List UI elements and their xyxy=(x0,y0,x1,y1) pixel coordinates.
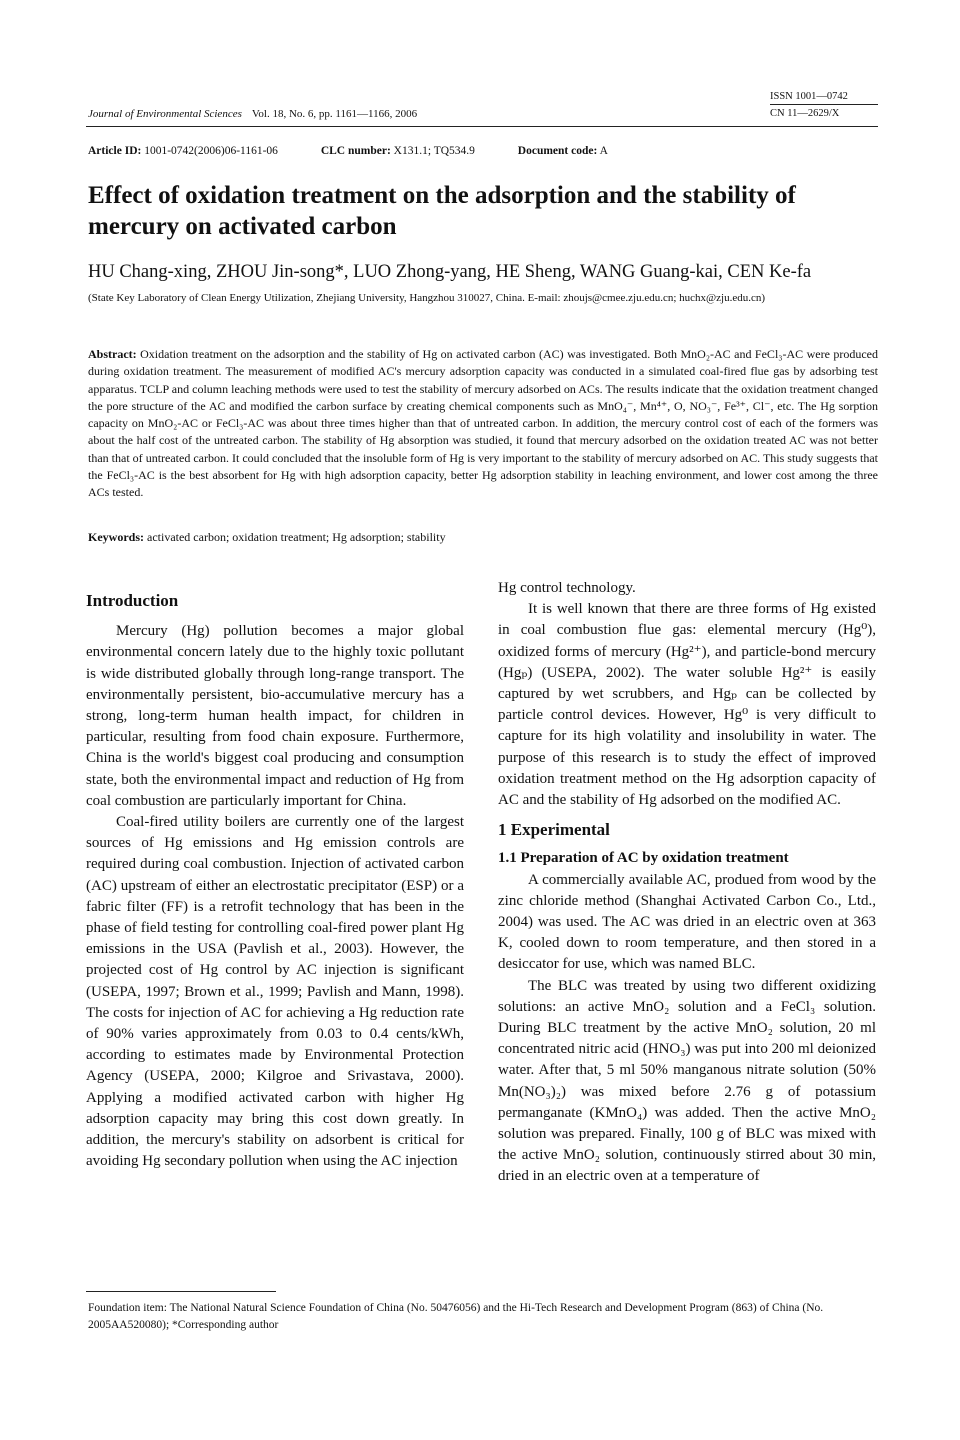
abstract xyxy=(88,346,878,502)
doc-code: A xyxy=(599,145,608,157)
left-column xyxy=(86,588,464,1172)
experimental-paragraph-1: A commercially available AC, produed from wood by the zinc chloride method (Shanghai Activated Carbon Co., Ltd., 2004) was used. The AC was dried in an electric oven at 363 K, cooled down to room temperature, and then stored in a desiccator for use, which was named BLC. xyxy=(498,871,876,973)
intro-paragraph-1: Mercury (Hg) pollution becomes a major global environmental concern lately due to the highly toxic pollutant is wide distributed globally through long-range transport. The environmentally persistent, bio-accumulative mercury has a strong, long-term human health impact, for children in particular, resulting from food chain exposure. Furthermore, China is the world's biggest coal producing and consumption state, both the environmental impact and reduction of Hg from coal combustion are particularly important for China. xyxy=(86,623,464,809)
intro-paragraph-2: Coal-fired utility boilers are currently one of the largest sources of Hg emissions and Hg emission controls are required during coal combustion. Injection of activated carbon (AC) upstream of either an electrostatic precipitator (ESP) or a fabric filter (FF) is a retrofit technology that has been in the phase of field testing for controlling coal-fired power plant Hg emissions in the USA (Pavlish et al., 2003). However, the projected cost of Hg control by AC injection is significant (USEPA, 1997; Brown et al., 1999; Pavlish and Mann, 1998). The costs for injection of AC for achieving a Hg reduction rate of 90% varies approximately from 0.03 to 0.4 cents/kWh, according to estimates made by Environmental Protection Agency (USEPA, 2000; Kilgroe and Srivastava, 2000). Applying a modified activated carbon with higher Hg adsorption capacity may bring this cost down greatly. In addition, the mercury's stability on adsorbent is critical for avoiding Hg secondary pollution when using the AC injection xyxy=(86,814,464,1170)
clc-number: X131.1; TQ534.9 xyxy=(393,145,475,157)
keywords xyxy=(88,530,878,545)
right-column xyxy=(498,578,876,1188)
intro-paragraph-3: It is well known that there are three forms of Hg existed in coal combustion flue gas: elemental mercury (Hg⁰), oxidized forms of mercury (Hg²⁺), and particle-bond mercury (Hgₚ) (USEPA, 2002). The water soluble Hg²⁺ is easily captured by wet scrubbers, and Hgₚ can be collected by particle control devices. However, Hg⁰ is very difficult to capture for its high volatility and insolubility in water. The purpose of this research is to study the effect of improved oxidation treatment method on the Hg adsorption capacity of AC and the stability of Hg adsorbed on the modified AC. xyxy=(498,601,876,809)
keywords-label: Keywords: xyxy=(88,530,144,544)
header-divider xyxy=(86,126,878,127)
footnote: Foundation item: The National Natural Science Foundation of China (No. 50476056) and the Hi-Tech Research and Development Program (863) of China (No. 2005AA520080); *Corresponding author xyxy=(88,1302,824,1331)
journal-header xyxy=(88,108,417,120)
journal-name: Journal of Environmental Sciences xyxy=(88,108,242,120)
keywords-text: activated carbon; oxidation treatment; Hg adsorption; stability xyxy=(147,530,446,544)
paper-title: Effect of oxidation treatment on the adsorption and the stability of mercury on activated carbon xyxy=(88,182,796,240)
article-id-label: Article ID: xyxy=(88,145,142,157)
author-list: HU Chang-xing, ZHOU Jin-song*, LUO Zhong-yang, HE Sheng, WANG Guang-kai, CEN Ke-fa xyxy=(88,262,812,282)
abstract-text: Oxidation treatment on the adsorption and the stability of Hg on activated carbon (AC) was investigated. Both MnO₂-AC and FeCl₃-AC were produced during oxidation treatment. The measurement of modified AC's mercury adsorption capacity was conducted in a simulated coal-fired flue gas by adsorbing test apparatus. TCLP and column leaching methods were used to test the stability of mercury adsorbed on ACs. The results indicate that the oxidation treatment changed the pore structure of the AC and modified the carbon surface by creating chemical components such as MnO₄⁻, Mn⁴⁺, O, NO₃⁻, Fe³⁺, Cl⁻, etc. The Hg sorption capacity on MnO₂-AC or FeCl₃-AC was about three times higher than that of untreated carbon. In addition, the mercury control cost of each of the formers was about the half cost of the untreated carbon. The stability of Hg absorption was studied, it found that mercury adsorbed on the oxidation treated AC was not better than that of untreated carbon. It could concluded that the insoluble form of Hg is very important to the stability of mercury adsorbed on AC. This study suggests that the FeCl₃-AC is the best absorbent for Hg with high adsorption capacity, better Hg adsorption stability in leaching environment, and lower cost among the three ACs tested. xyxy=(88,347,879,500)
article-meta xyxy=(88,145,648,157)
affiliation: (State Key Laboratory of Clean Energy Utilization, Zhejiang University, Hangzhou 310027, China. E-mail: zhoujs@cmee.zju.edu.cn; huchx@zju.edu.cn) xyxy=(88,292,766,304)
issn-box xyxy=(770,88,848,122)
section-heading-introduction: Introduction xyxy=(86,591,179,610)
section-heading-experimental: 1 Experimental xyxy=(498,820,610,840)
doc-code-label: Document code: xyxy=(517,145,598,157)
clc-label: CLC number: xyxy=(320,145,391,157)
article-id: 1001-0742(2006)06-1161-06 xyxy=(144,145,278,157)
footnote-divider xyxy=(86,1291,276,1292)
issn-divider xyxy=(770,104,878,105)
experimental-paragraph-2: The BLC was treated by using two different oxidizing solutions: an active MnO₂ solution and a FeCl₃ solution. During BLC treatment by the active MnO₂ solution, 20 ml concentrated nitric acid (HNO₃) was put into 200 ml deionized water. After that, 5 ml 50% manganous nitrate solution (50% Mn(NO₃)₂) was mixed before 2.76 g of potassium permanganate (KMnO₄) was added. Then the active MnO₂ solution was prepared. Finally, 100 g of BLC was mixed with the active MnO₂ solution, continuously stirred about 30 min, dried in an electric oven at a temperature of xyxy=(498,977,876,1185)
abstract-label: Abstract: xyxy=(88,347,137,361)
cn-number: CN 11—2629/X xyxy=(770,108,840,119)
issn-number: ISSN 1001—0742 xyxy=(770,91,848,102)
subsection-heading-preparation: 1.1 Preparation of AC by oxidation treatment xyxy=(498,850,789,867)
journal-volume: Vol. 18, No. 6, pp. 1161—1166, 2006 xyxy=(251,108,418,120)
intro-paragraph-2-continued: Hg control technology. xyxy=(498,580,636,596)
